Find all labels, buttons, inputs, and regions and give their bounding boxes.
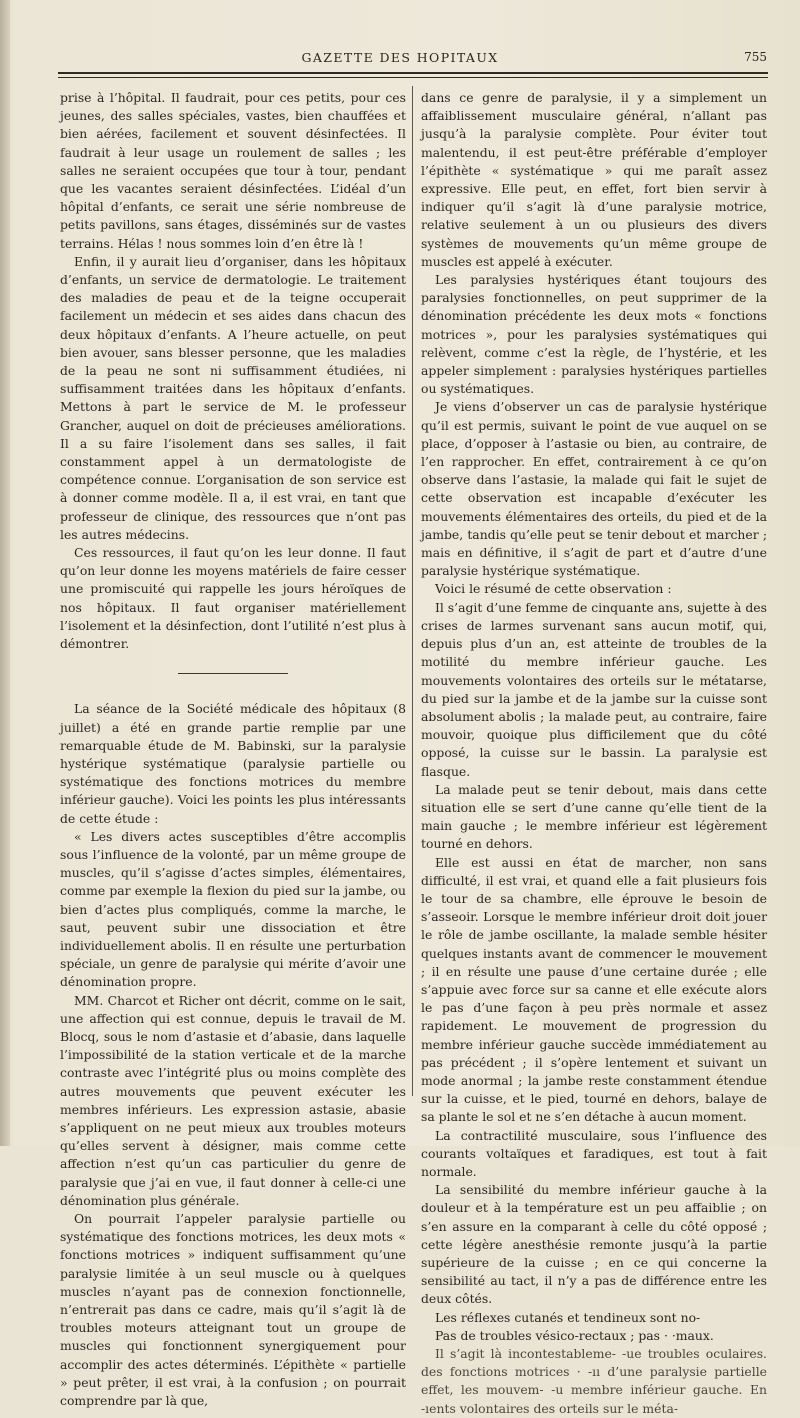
paragraph: Les réflexes cutanés et tendineux sont no‑ [435, 1309, 701, 1325]
running-header-title: GAZETTE DES HOPITAUX [301, 50, 499, 65]
paragraph: La séance de la Société médicale des hôpitaux (8 juillet) a été en grande partie remplie par une remarquable étude de M. Babinski, sur la paralysie hystérique systématique (paralysie partielle ou systématique des fonctions motrices du membre inférieur gauche). Voici les points les plus intéressants de cette étude : [60, 701, 406, 826]
paragraph: Enfin, il y aurait lieu d’organiser, dans les hôpitaux d’enfants, un service de dermatologie. Le traitement des maladies de peau et de la teigne occuperait facilement un médecin et ses aides dans chacun des deux hôpitaux d’enfants. A l’heure actuelle, on peut bien avouer, sans blesser personne, que les maladies de la peau ne sont ni suffisamment étudiées, ni suffisamment traitées dans les hôpitaux d’enfants. Mettons à part le service de M. le professeur Grancher, auquel on doit de précieuses améliorations. Il a su faire l’isolement dans ses salles, il fait constamment appel à un dermatologiste de compétence connue. L’organisation de son service est à donner comme modèle. Il a, il est vrai, en tant que professeur de clinique, des ressources que n’ont pas les autres médecins. [60, 253, 406, 542]
paragraph: Elle est aussi en état de marcher, non sans difficulté, il est vrai, et quand elle a fait plusieurs fois le tour de sa chambre, elle éprouve le besoin de s’asseoir. Lorsque le membre inférieur droit doit jouer le rôle de jambe oscillante, la malade semble hésiter quelques instants avant de commencer le mouvement ; il en résulte une pause d’une certaine durée ; elle s’appuie avec force sur sa canne et elle exécute alors le pas d’une façon à peu près normale et assez rapidement. Le mouvement de progression du membre inférieur gauche succède immédiatement au pas précédent ; il s’opère lentement et suivant un mode anormal ; la jambe reste constamment étendue sur la cuisse, et le pied, tourné en dehors, balaye de sa plante le sol et ne s’en détache à aucun moment. [421, 854, 767, 1125]
paragraph: Il s’agit d’une femme de cinquante ans, sujette à des crises de larmes survenant sans aucun motif, qui, depuis plus d’un an, est atteinte de troubles de la motilité du membre inférieur gauche. Les mouvements volontaires des orteils sur le métatarse, du pied sur la jambe et de la jambe sur la cuisse sont absolument abolis ; la malade peut, au contraire, faire mouvoir, quoique plus difficilement que du côté opposé, la cuisse sur le bassin. La paralysie est flasque. [421, 599, 767, 779]
paragraph: On pourrait l’appeler paralysie partielle ou systématique des fonctions motrices, les deux mots « fonctions motrices » indiquent suffisamment qu’une paralysie limitée à un seul muscle ou à quelques muscles n’ayant pas de connexion fonctionnelle, n’entrerait pas dans ce cadre, mais qu’il s’agit là de troubles moteurs atteignant tout un groupe de muscles qui fonctionnent synergiquement pour accomplir des actes déterminés. L’épithète « partielle » peut prêter, il est vrai, à la confusion ; on pourrait comprendre par là que, [60, 1210, 406, 1409]
paragraph: « Les divers actes susceptibles d’être accomplis sous l’influence de la volonté, par un même groupe de muscles, qu’il s’agisse d’actes simples, élémentaires, comme par exemple la flexion du pied sur la jambe, ou bien d’actes plus compliqués, comme la marche, le saut, peuvent subir une dissociation et être individuellement abolis. Il en résulte une perturbation spéciale, un genre de paralysie qui mérite d’avoir une dénomination propre. [60, 828, 406, 990]
paragraph: Ces ressources, il faut qu’on les leur donne. Il faut qu’on leur donne les moyens matériels de faire cesser une promiscuité qui rappelle les jours héroïques de nos hôpitaux. Il faut organiser matériellement l’isolement et la désinfection, dont l’utilité n’est plus à démontrer. [60, 545, 406, 652]
page-spine-shadow [0, 0, 10, 1146]
paragraph: Il s’agit là incontestableme‑ ‑ue troubles oculaires. des fonctions motrices · ‑ıı d’une paralysie partielle effet, les mouvem‑ ‑u membre inférieur gauche. En ‑ıents volontaires des orteils sur le méta‑ [421, 1346, 767, 1416]
header-rule-thin [58, 77, 768, 78]
paragraph: prise à l’hôpital. Il faudrait, pour ces petits, pour ces jeunes, des salles spéciales, vastes, bien chauffées et bien aérées, facilement et souvent désinfectées. Il faudrait à leur usage un roulement de salles ; les salles ne seraient occupées que tour à tour, pendant que les vacantes seraient désinfectées. L’idéal d’un hôpital d’enfants, ce serait une série nombreuse de petits pavillons, sans étages, disséminés sur de vastes terrains. Hélas ! nous sommes loin d’en être là ! [60, 90, 406, 251]
paragraph: dans ce genre de paralysie, il y a simplement un affaiblissement musculaire général, n’allant pas jusqu’à la paralysie complète. Pour éviter tout malentendu, il est peut-être préférable d’employer l’épithète « systématique » qui me paraît assez expressive. Elle peut, en effet, fort bien servir à indiquer qu’il s’agit là d’une paralysie motrice, relative seulement à un ou plusieurs des divers systèmes de mouvements qu’un même groupe de muscles est appelé à exécuter. [421, 90, 767, 269]
section-separator [178, 673, 288, 674]
right-column [421, 89, 767, 1418]
paragraph: Je viens d’observer un cas de paralysie hystérique qu’il est permis, suivant le point de vue auquel on se place, d’opposer à l’astasie ou bien, au contraire, de l’en rapprocher. En effet, contrairement à ce qu’on observe dans l’astasie, la malade qui fait le sujet de cette observation est incapable d’exécuter les mouvements élémentaires des orteils, du pied et de la jambe, tandis qu’elle peut se tenir debout et marcher ; mais en définitive, il s’agit de part et d’autre d’une paralysie hystérique systématique. [421, 399, 767, 579]
paragraph: La contractilité musculaire, sous l’influence des courants voltaïques et faradiques, est tout à fait normale. [421, 1127, 767, 1179]
paragraph: Pas de troubles vésico-rectaux ; pas · ·maux. [435, 1327, 714, 1343]
paragraph: Voici le résumé de cette observation : [435, 581, 672, 597]
paragraph: La malade peut se tenir debout, mais dans cette situation elle se sert d’une canne qu’elle tient de la main gauche ; le membre inférieur est légèrement tourné en dehors. [421, 781, 767, 852]
header-rule-thick [58, 72, 768, 74]
paragraph: MM. Charcot et Richer ont décrit, comme on le sait, une affection qui est connue, depuis le travail de M. Blocq, sous le nom d’astasie et d’abasie, dans laquelle l’impossibilité de la station verticale et de la marche contraste avec l’intégrité plus ou moins complète des autres mouvements que peuvent exécuter les membres inférieurs. Les expression astasie, abasie s’appliquent on ne peut mieux aux troubles moteurs qu’elles servent à désigner, mais comme cette affection n’est qu’un cas particulier du genre de paralysie que j’ai en vue, il faut donner à celle-ci une dénomination plus générale. [60, 992, 406, 1208]
paragraph: Les paralysies hystériques étant toujours des paralysies fonctionnelles, on peut supprimer de la dénomination précédente les deux mots « fonctions motrices », pour les paralysies systématiques qui relèvent, comme c’est la règle, de l’hystérie, et les appeler simplement : paralysies hystériques partielles ou systématiques. [421, 272, 767, 397]
left-column [60, 89, 406, 1410]
page-number: 755 [744, 50, 767, 64]
column-divider [412, 86, 413, 1096]
paragraph: La sensibilité du membre inférieur gauche à la douleur et à la température est un peu affaiblie ; on s’en assure en la comparant à celle du côté opposé ; cette légère anesthésie remonte jusqu’à la partie supérieure de la cuisse ; en ce qui concerne la sensibilité au tact, il n’y a pas de différence entre les deux côtés. [421, 1182, 767, 1307]
